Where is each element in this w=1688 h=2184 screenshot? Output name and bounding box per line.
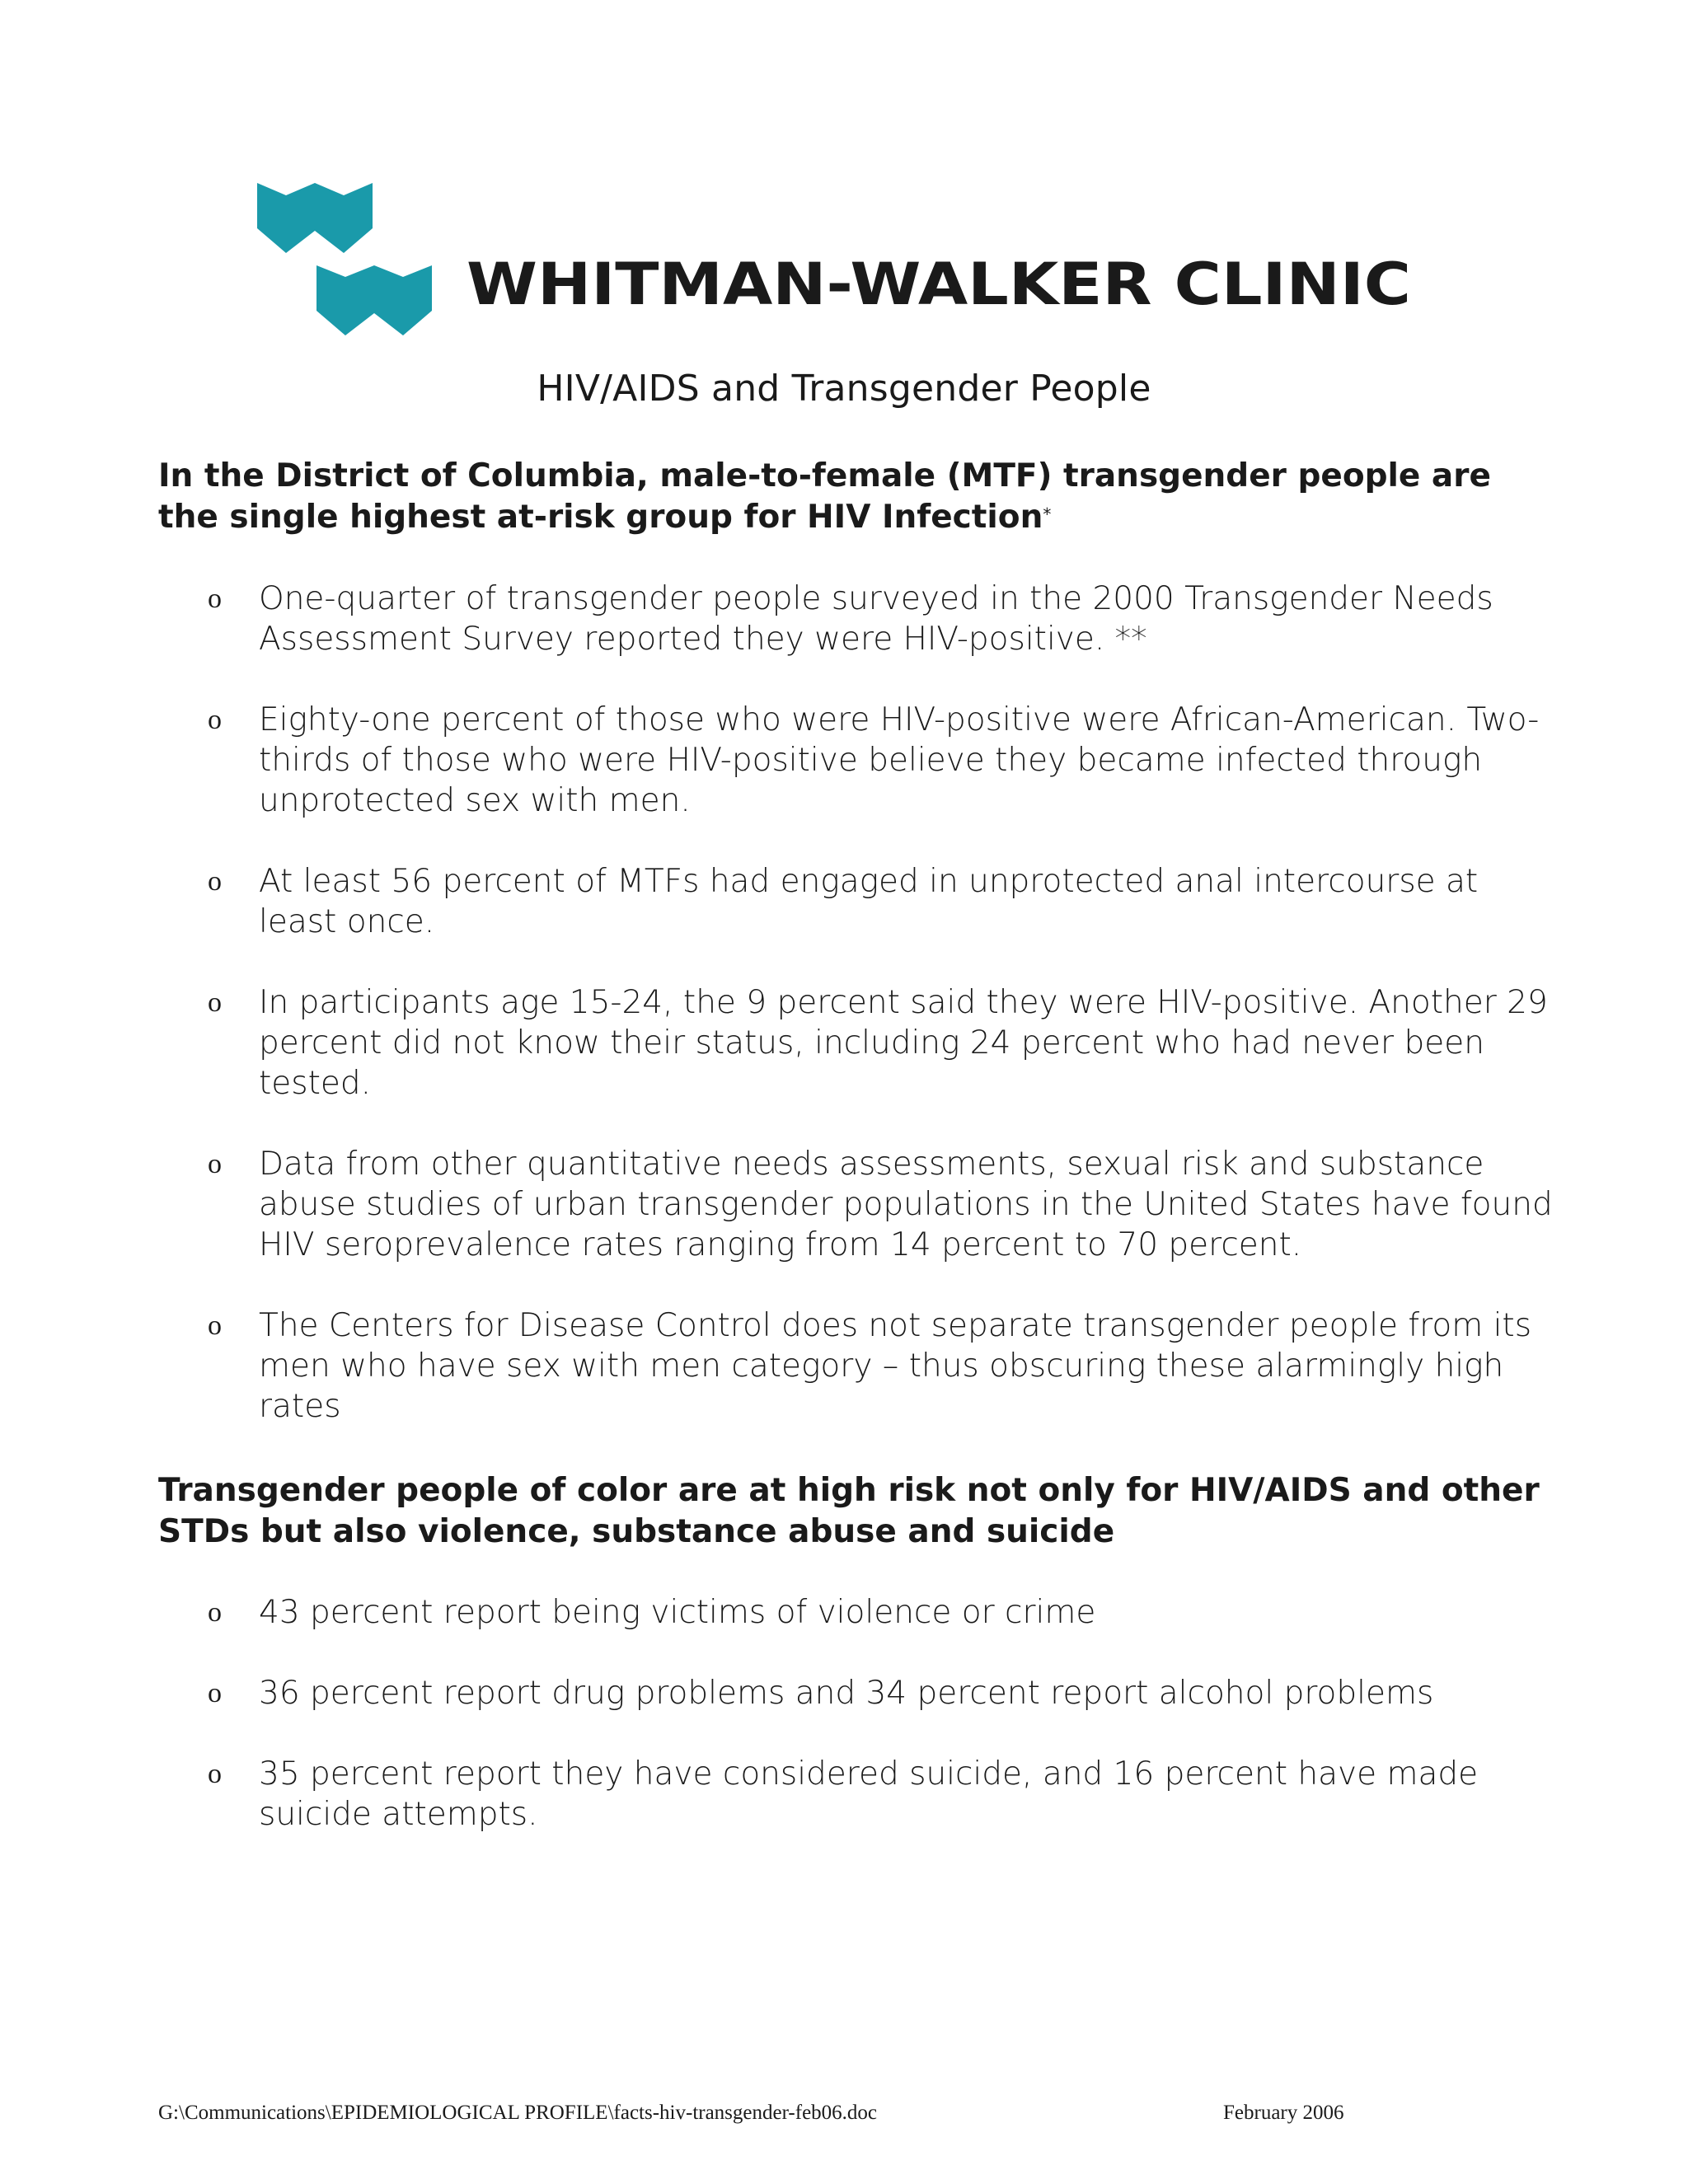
logo-mark-upper bbox=[257, 183, 373, 253]
list-item bbox=[208, 1754, 1559, 1835]
bullet-marker: o bbox=[208, 583, 222, 614]
list-item bbox=[208, 579, 1559, 659]
list-item-text: At least 56 percent of MTFs had engaged in unprotected anal intercourse at least once. bbox=[259, 863, 1479, 940]
clinic-logo bbox=[257, 183, 1419, 344]
bullet-marker: o bbox=[208, 1759, 222, 1789]
list-item-text: In participants age 15-24, the 9 percent said they were HIV-positive. Another 29 percent did not know their status, including 24 percent who had never been tested. bbox=[259, 984, 1548, 1102]
bullet-marker: o bbox=[208, 1149, 222, 1179]
bullet-list-color-stats bbox=[208, 1592, 1559, 1875]
section-heading-text: In the District of Columbia, male-to-female (MTF) transgender people are the single highest at-risk group for HIV Infection bbox=[158, 457, 1491, 536]
list-item-text: 35 percent report they have considered suicide, and 16 percent have made suicide attempts. bbox=[259, 1755, 1479, 1833]
list-item bbox=[208, 700, 1559, 821]
bullet-list-dc-stats bbox=[208, 579, 1559, 1467]
list-item bbox=[208, 1305, 1559, 1427]
bullet-marker: o bbox=[208, 705, 222, 735]
list-item bbox=[208, 1673, 1559, 1713]
list-item bbox=[208, 982, 1559, 1104]
logo-wordmark: WHITMAN-WALKER CLINIC bbox=[467, 251, 1411, 318]
logo-mark-icon bbox=[257, 183, 432, 335]
document-title: HIV/AIDS and Transgender People bbox=[537, 368, 1151, 410]
list-item-text: The Centers for Disease Control does not separate transgender people from its men who have sex with men category – thus obscuring these alarmingly high rates bbox=[259, 1307, 1532, 1425]
list-item-text: One-quarter of transgender people surveyed in the 2000 Transgender Needs Assessment Survey reported they were HIV-positive. ** bbox=[259, 580, 1493, 658]
section-heading-dc-risk bbox=[158, 456, 1559, 538]
bullet-marker: o bbox=[208, 866, 222, 897]
bullet-marker: o bbox=[208, 1678, 222, 1708]
bullet-marker: o bbox=[208, 1310, 222, 1341]
logo-mark-lower bbox=[316, 265, 432, 335]
bullet-marker: o bbox=[208, 987, 222, 1018]
footnote-marker: * bbox=[1043, 504, 1052, 524]
list-item-text: Data from other quantitative needs assessments, sexual risk and substance abuse studies of urban transgender populations in the United States have found HIV seroprevalence rates ranging from 14 percent to 70 percent. bbox=[259, 1146, 1553, 1263]
bullet-marker: o bbox=[208, 1597, 222, 1628]
list-item bbox=[208, 1144, 1559, 1265]
section-heading-people-of-color: Transgender people of color are at high risk not only for HIV/AIDS and other STDs but also violence, substance abuse and suicide bbox=[158, 1472, 1540, 1550]
footer-file-path: G:\Communications\EPIDEMIOLOGICAL PROFILE\facts-hiv-transgender-feb06.doc bbox=[158, 2102, 878, 2124]
list-item-text: 36 percent report drug problems and 34 percent report alcohol problems bbox=[259, 1675, 1434, 1712]
list-item-text: Eighty-one percent of those who were HIV-positive were African-American. Two-thirds of those who were HIV-positive believe they became infected through unprotected sex with men. bbox=[259, 701, 1540, 819]
footer-date: February 2006 bbox=[1223, 2102, 1344, 2124]
list-item-text: 43 percent report being victims of violence or crime bbox=[259, 1594, 1096, 1631]
list-item bbox=[208, 1592, 1559, 1633]
list-item bbox=[208, 861, 1559, 942]
